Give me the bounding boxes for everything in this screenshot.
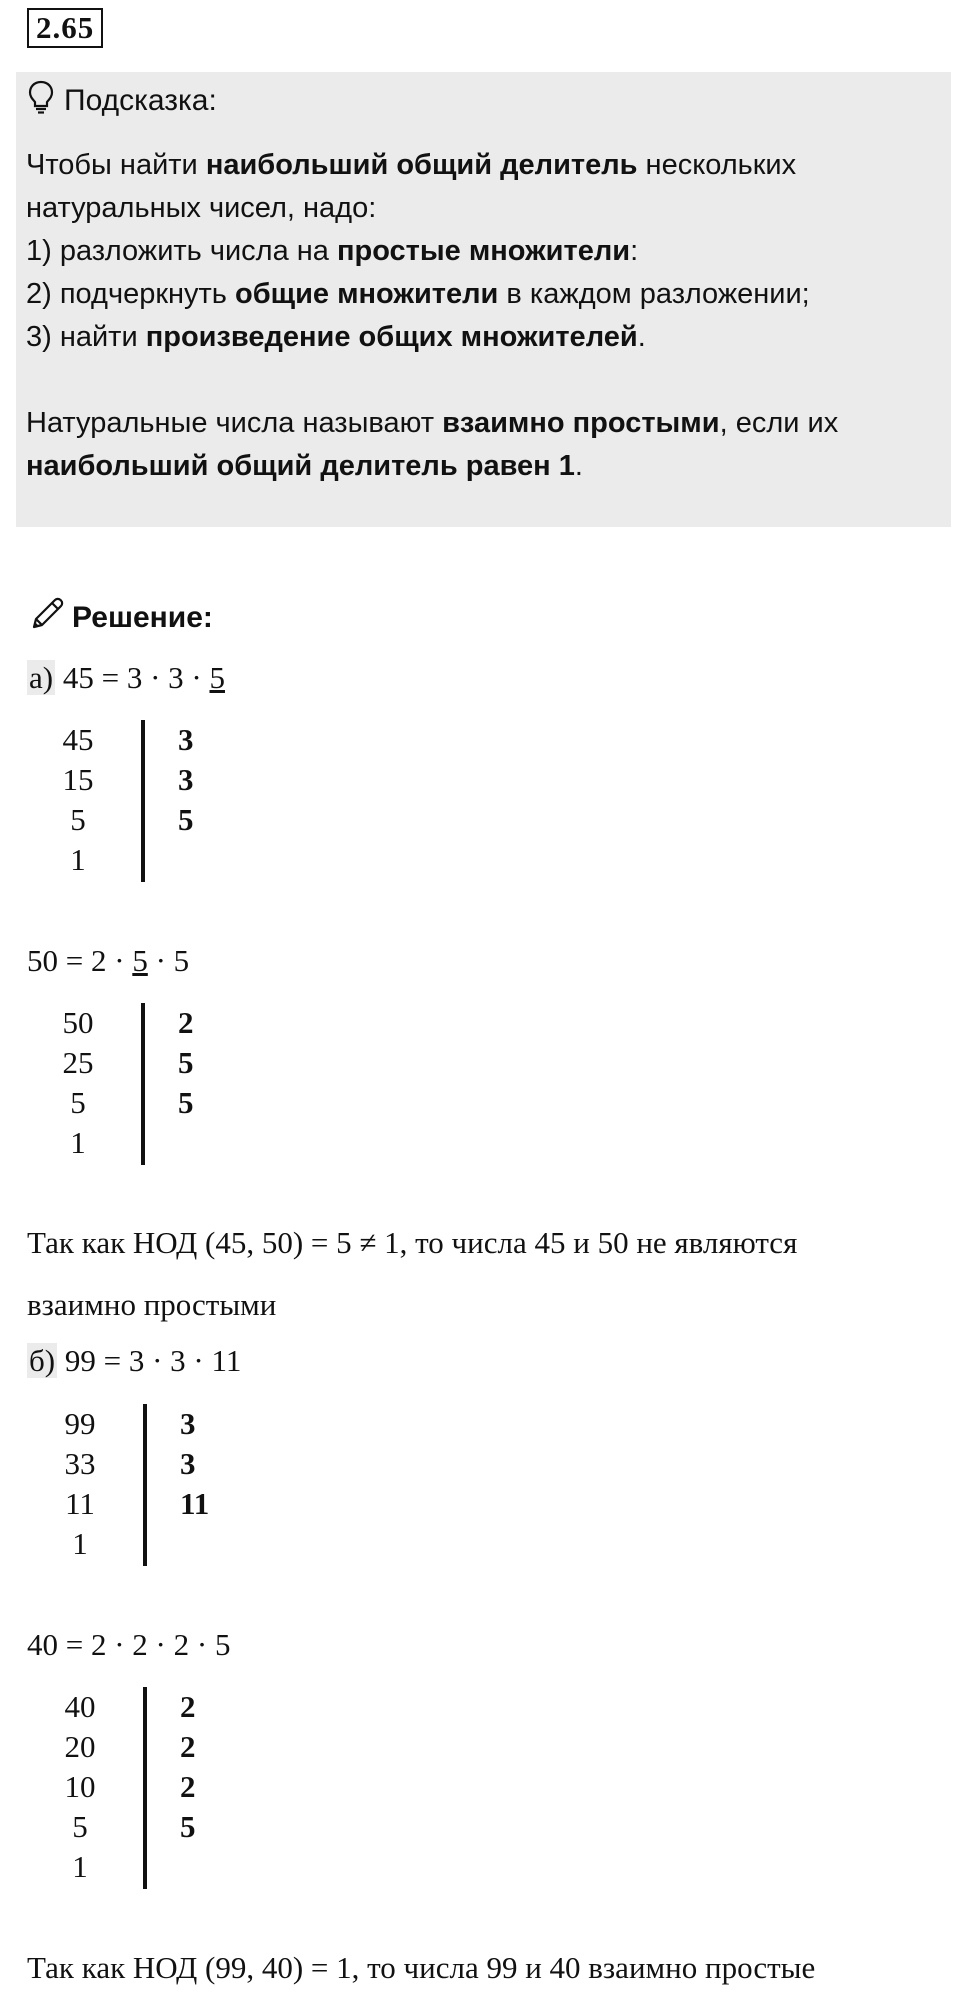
common-factor: 5 — [132, 943, 148, 978]
solution-header — [28, 595, 213, 641]
hint-coprime-1: Натуральные числа называют взаимно простыми, если их — [26, 407, 839, 439]
hint-title: Подсказка: — [64, 84, 217, 117]
common-factor: 5 — [209, 660, 225, 695]
part-b-label: б) — [29, 1343, 56, 1378]
hint-box — [16, 72, 951, 527]
hint-line-2: натуральных чисел, надо: — [26, 192, 377, 224]
hint-text — [26, 144, 926, 488]
part-b-equation-2: 40 = 2 · 2 · 2 · 5 — [27, 1627, 231, 1662]
lightbulb-icon — [28, 80, 54, 122]
pencil-icon — [28, 595, 66, 641]
part-a-equation-1: а) 45 = 3 · 3 · 5 — [29, 660, 225, 695]
part-a-equation-2: 50 = 2 · 5 · 5 — [27, 943, 190, 978]
hint-step-2: 2) подчеркнуть общие множители в каждом разложении; — [26, 278, 810, 310]
hint-step-1: 1) разложить числа на простые множители: — [26, 235, 639, 267]
part-b-conclusion: Так как НОД (99, 40) = 1, то числа 99 и 40 взаимно простые — [27, 1950, 816, 1985]
part-b-equation-1: б) 99 = 3 · 3 · 11 — [29, 1343, 242, 1378]
hint-line-1: Чтобы найти наибольший общий делитель нескольких — [26, 149, 797, 181]
solution-title: Решение: — [72, 601, 213, 634]
part-a-label: а) — [29, 660, 54, 695]
part-a-conclusion-2: взаимно простыми — [27, 1287, 277, 1322]
hint-step-3: 3) найти произведение общих множителей. — [26, 321, 646, 353]
part-a-conclusion-1: Так как НОД (45, 50) = 5 ≠ 1, то числа 45 и 50 не являются — [27, 1225, 798, 1260]
hint-header — [28, 80, 217, 122]
hint-coprime-2: наибольший общий делитель равен 1. — [26, 450, 583, 482]
problem-number: 2.65 — [27, 8, 103, 48]
